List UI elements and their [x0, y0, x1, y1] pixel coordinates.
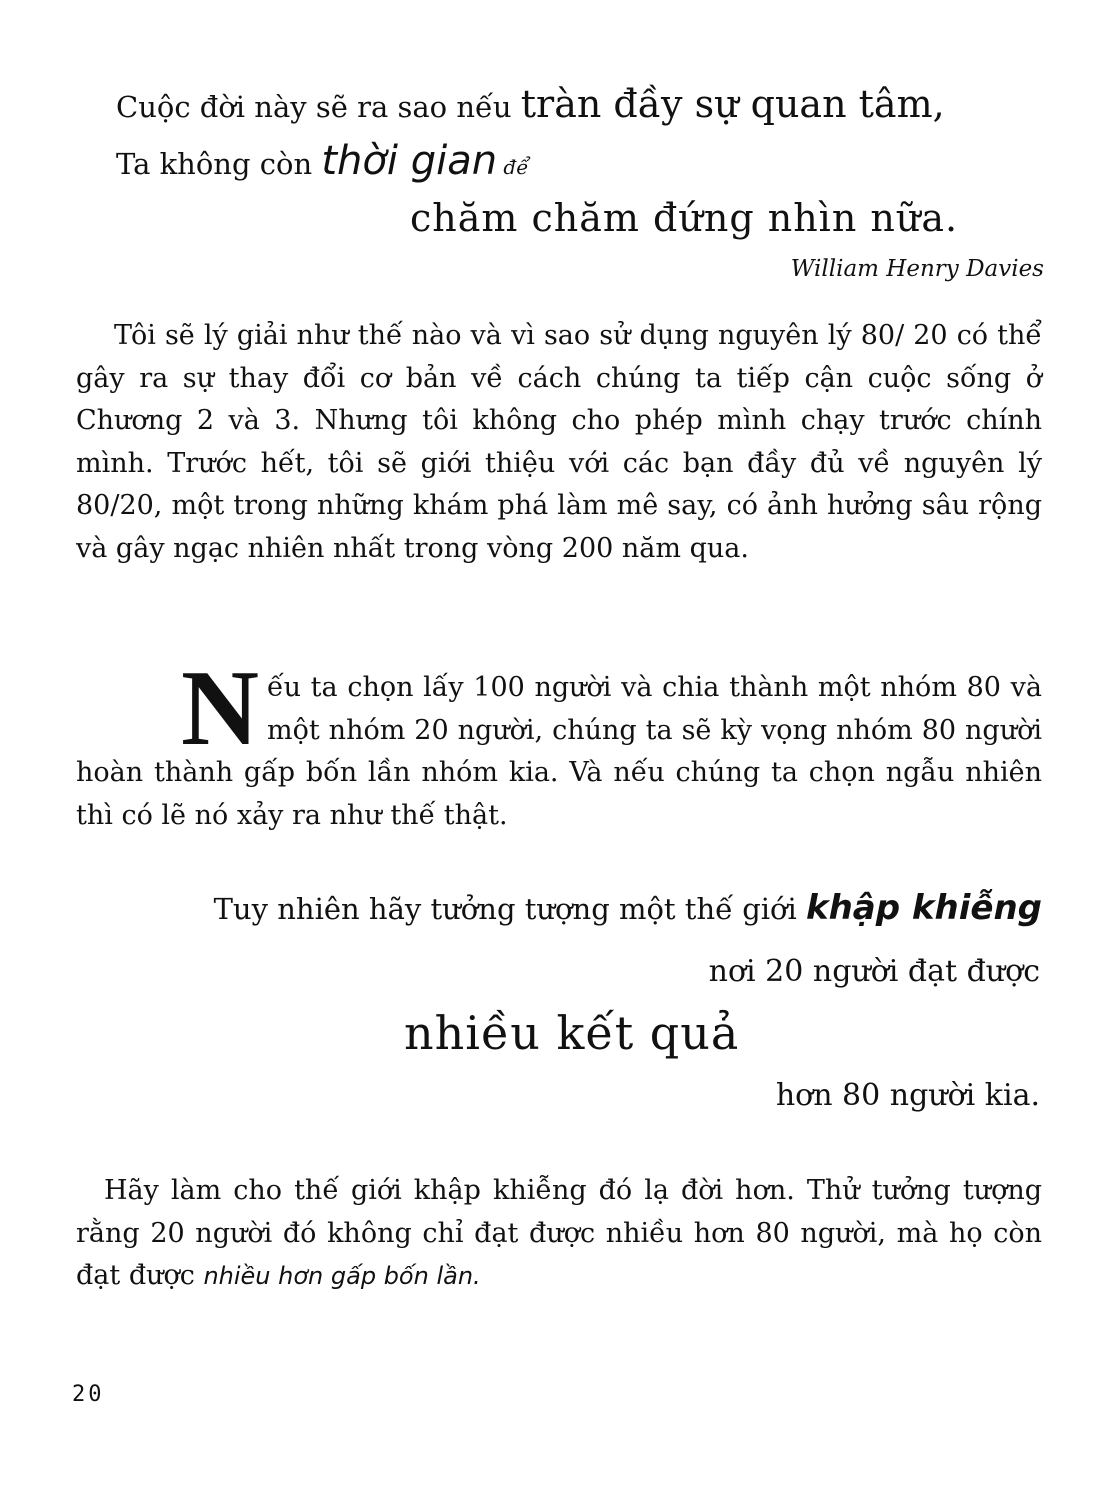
paragraph-3 — [76, 1170, 1042, 1298]
page-number: 20 — [72, 1382, 105, 1407]
pull-quote-line-1-prefix: Tuy nhiên hãy tưởng tượng một thế giới — [213, 892, 806, 926]
paragraph-2 — [76, 649, 1042, 837]
pull-quote-line-2: nơi 20 người đạt được — [708, 954, 1040, 989]
drop-cap: N — [181, 649, 259, 768]
epigraph-line-2-suffix: để — [497, 155, 529, 179]
epigraph-line-2 — [116, 138, 529, 184]
epigraph-line-1-emphasis: tràn đầy sự quan tâm, — [520, 82, 945, 126]
pull-quote-line-1 — [214, 888, 1042, 928]
epigraph-line-2-emphasis: thời gian — [321, 138, 498, 184]
paragraph-3-italic: nhiều hơn gấp bốn lần. — [203, 1262, 481, 1290]
pull-quote-line-4: hơn 80 người kia. — [775, 1078, 1040, 1113]
epigraph-line-2-prefix: Ta không còn — [116, 147, 322, 181]
epigraph-line-1-prefix: Cuộc đời này sẽ ra sao nếu — [116, 90, 521, 124]
paragraph-2-text: ếu ta chọn lấy 100 người và chia thành một nhóm 80 và một nhóm 20 người, chúng ta sẽ kỳ vọng nhóm 80 người hoàn thành gấp bốn lần nhóm kia. Và nếu chúng ta chọn ngẫu nhiên thì có lẽ nó xảy ra như thế thật. — [76, 672, 1042, 831]
epigraph-line-1 — [116, 82, 945, 126]
paragraph-1: Tôi sẽ lý giải như thế nào và vì sao sử dụng nguyên lý 80/ 20 có thể gây ra sự thay đổi cơ bản về cách chúng ta tiếp cận cuộc sống ở Chương 2 và 3. Nhưng tôi không cho phép mình chạy trước chính mình. Trước hết, tôi sẽ giới thiệu với các bạn đầy đủ về nguyên lý 80/20, một trong những khám phá làm mê say, có ảnh hưởng sâu rộng và gây ngạc nhiên nhất trong vòng 200 năm qua. — [76, 320, 1042, 564]
pull-quote-line-3: nhiều kết quả — [404, 1006, 740, 1060]
paragraph-3-text: Hãy làm cho thế giới khập khiễng đó lạ đời hơn. Thử tưởng tượng rằng 20 người đó không chỉ đạt được nhiều hơn 80 người, mà họ còn đạt được — [76, 1175, 1042, 1291]
epigraph-author: William Henry Davies — [790, 256, 1044, 282]
epigraph-line-3: chăm chăm đứng nhìn nữa. — [410, 196, 959, 240]
pull-quote-line-1-emphasis: khập khiễng — [805, 888, 1042, 928]
